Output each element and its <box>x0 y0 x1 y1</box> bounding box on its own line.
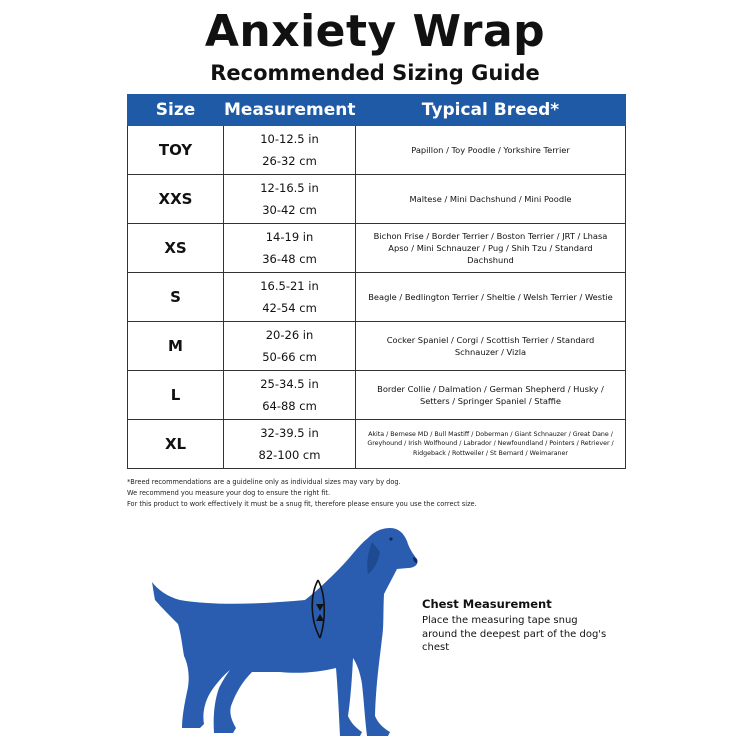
breed-cell: Cocker Spaniel / Corgi / Scottish Terrier / Standard Schnauzer / Vizla <box>356 322 626 371</box>
measurement-cm: 26-32 cm <box>262 154 317 168</box>
measurement-in: 20-26 in <box>265 328 314 342</box>
measurement-cell <box>224 175 356 224</box>
footnote-line: We recommend you measure your dog to ensure the right fit. <box>127 489 331 497</box>
measurement-cm: 36-48 cm <box>262 252 317 266</box>
measurement-cm: 30-42 cm <box>262 203 317 217</box>
page-title: Anxiety Wrap <box>204 6 546 57</box>
table-row <box>128 322 626 371</box>
table-row <box>128 420 626 469</box>
measurement-cell <box>224 273 356 322</box>
table-row <box>128 175 626 224</box>
measurement-cell <box>224 371 356 420</box>
size-cell: S <box>128 273 224 322</box>
breed-cell: Border Collie / Dalmation / German Shepherd / Husky / Setters / Springer Spaniel / Staffie <box>356 371 626 420</box>
size-cell: XS <box>128 224 224 273</box>
measurement-cm: 64-88 cm <box>262 399 317 413</box>
breed-cell: Papillon / Toy Poodle / Yorkshire Terrier <box>356 126 626 175</box>
footnotes <box>127 477 627 510</box>
sizing-table <box>127 94 626 469</box>
header-typical-breed: Typical Breed* <box>356 95 626 126</box>
footnote-line: *Breed recommendations are a guideline only as individual sizes may vary by dog. <box>127 478 401 486</box>
measurement-in: 32-39.5 in <box>260 426 319 440</box>
header-measurement: Measurement <box>224 95 356 126</box>
size-cell: XL <box>128 420 224 469</box>
breed-cell: Bichon Frise / Border Terrier / Boston Terrier / JRT / Lhasa Apso / Mini Schnauzer / Pug / Shih Tzu / Standard Dachshund <box>356 224 626 273</box>
measurement-in: 14-19 in <box>265 230 314 244</box>
measurement-cell <box>224 224 356 273</box>
footnote-line: For this product to work effectively it must be a snug fit, therefore please ensure you use the correct size. <box>127 500 477 508</box>
measurement-cell <box>224 126 356 175</box>
measurement-in: 12-16.5 in <box>260 181 319 195</box>
breed-cell: Maltese / Mini Dachshund / Mini Poodle <box>356 175 626 224</box>
measurement-cm: 50-66 cm <box>262 350 317 364</box>
measurement-cell <box>224 322 356 371</box>
size-cell: M <box>128 322 224 371</box>
measurement-in: 10-12.5 in <box>260 132 319 146</box>
size-cell: L <box>128 371 224 420</box>
measurement-cm: 42-54 cm <box>262 301 317 315</box>
table-header-row <box>128 95 626 126</box>
size-cell: XXS <box>128 175 224 224</box>
chest-measurement-description: Place the measuring tape snug around the deepest part of the dog's chest <box>422 615 607 653</box>
page-subtitle: Recommended Sizing Guide <box>210 61 540 85</box>
dog-eye <box>389 537 392 540</box>
breed-cell: Akita / Bernese MD / Bull Mastiff / Doberman / Giant Schnauzer / Great Dane / Greyhound / Irish Wolfhound / Labrador / Newfoundland / Pointers / Retriever / Ridgeback / Rottweiler / St Bernard / Weimaraner <box>356 420 626 469</box>
table-row <box>128 371 626 420</box>
measurement-cell <box>224 420 356 469</box>
size-cell: TOY <box>128 126 224 175</box>
table-row <box>128 224 626 273</box>
header-size: Size <box>128 95 224 126</box>
measurement-cm: 82-100 cm <box>258 448 321 462</box>
breed-cell: Beagle / Bedlington Terrier / Sheltie / Welsh Terrier / Westie <box>356 273 626 322</box>
measurement-in: 16.5-21 in <box>260 279 319 293</box>
table-row <box>128 126 626 175</box>
dog-silhouette-icon <box>0 520 420 750</box>
measurement-in: 25-34.5 in <box>260 377 319 391</box>
table-row <box>128 273 626 322</box>
chest-measurement-title: Chest Measurement <box>422 597 552 611</box>
